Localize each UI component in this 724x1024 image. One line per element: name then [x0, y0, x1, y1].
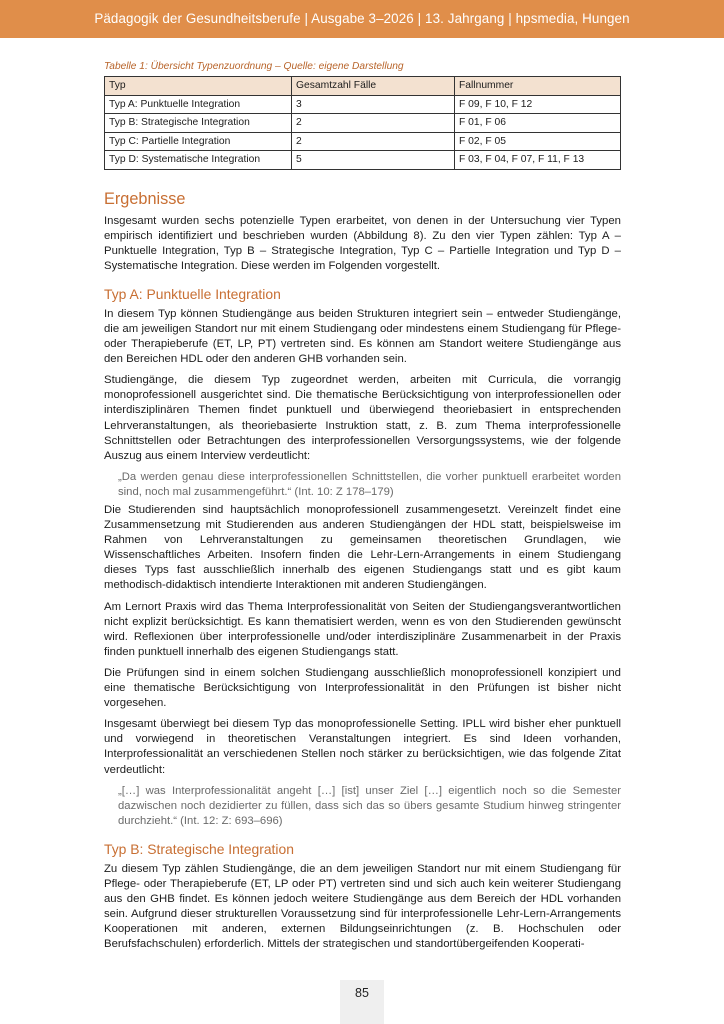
- table-cell-case-numbers: F 02, F 05: [455, 132, 621, 151]
- column-header-case-count: Gesamtzahl Fälle: [292, 77, 455, 96]
- type-a-heading: Typ A: Punktuelle Integration: [104, 285, 281, 302]
- type-b-heading: Typ B: Strategische Integration: [104, 840, 294, 857]
- table-row: [105, 95, 621, 114]
- table-row: [105, 114, 621, 133]
- running-header: [0, 0, 724, 38]
- type-a-paragraph-4: Am Lernort Praxis wird das Thema Interprofessionalität von Seiten der Studiengangsverantwortlichen nicht explizit berücksichtigt. Es kann thematisiert werden, wenn es von den Studierenden gewünscht wird. Reflexionen über interprofessionelle und/oder interdisziplinäre Zusammenarbeit in der Praxis finden punktuell innerhalb des eigenen Studiengangs statt.: [104, 600, 621, 658]
- table-cell-type: Typ D: Systematische Integration: [105, 151, 292, 170]
- table-cell-type: Typ A: Punktuelle Integration: [105, 95, 292, 114]
- table-cell-case-numbers: F 03, F 04, F 07, F 11, F 13: [455, 151, 621, 170]
- interview-quote-2: „[…] was Interprofessionalität angeht […] [ist] unser Ziel […] eigentlich noch so die Semester dazwischen noch dezidierter zu füllen, dass sich das so übers gesamte Studium hinweg stringenter durchzieht.“ (Int. 12: Z: 693–696): [118, 784, 621, 827]
- results-heading: Ergebnisse: [104, 189, 186, 208]
- table-cell-count: 5: [292, 151, 455, 170]
- page-number-box: [340, 980, 384, 1024]
- table-header-row: [105, 77, 621, 96]
- table-row: [105, 151, 621, 170]
- type-a-paragraph-6: Insgesamt überwiegt bei diesem Typ das monoprofessionelle Setting. IPLL wird bisher eher punktuell und vorwiegend in theoretischen Veranstaltungen integriert. Es sind Ideen vorhanden, Interprofessionalität an verschiedenen Stellen noch stärker zu berücksichtigen, wie das folgende Zitat verdeutlicht:: [104, 718, 621, 776]
- type-a-paragraph-1: In diesem Typ können Studiengänge aus beiden Strukturen integriert sein – entweder Studiengänge, die am jeweiligen Standort nur mit einem Studiengang oder mindestens einem Studiengang für Pflege- oder Therapieberufe (ET, LP, PT) vertreten sind. Es können am Standort weitere Studiengänge aus den Bereichen HDL oder den anderen GHB vorhanden sein.: [104, 307, 621, 366]
- type-a-paragraph-2: Studiengänge, die diesem Typ zugeordnet werden, arbeiten mit Curricula, die vorrangig monoprofessionell ausgerichtet sind. Die thematische Berücksichtigung von interprofessionellen oder interdisziplinären Themen findet punktuell und überwiegend theoriebasiert in entsprechenden Lehrveranstaltungen, als theoriebasierte Instruktion statt, z. B. zum Thema interprofessionelle Schnittstellen oder Betrachtungen des interprofessionellen Versorgungssystems, wie der folgende Auszug aus einem Interview verdeutlicht:: [104, 374, 621, 462]
- type-assignment-table: [104, 76, 621, 170]
- table-cell-count: 2: [292, 114, 455, 133]
- table-row: [105, 132, 621, 151]
- type-b-paragraph-1: Zu diesem Typ zählen Studiengänge, die an dem jeweiligen Standort nur mit einem Studiengang für Pflege- oder Therapieberufe (ET, LP oder PT) vertreten sind und sich auch kein weiterer Studiengang aus den GHB findet. Es können jedoch weitere Studiengänge aus dem Bereich der HDL vorhanden sein. Aufgrund dieser strukturellen Voraussetzung sind für interprofessionelle Lehr-Lern-Arrangements Kooperationen mit anderen, externen Bildungseinrichtungen (z. B. Hochschulen oder Berufsfachschulen) erforderlich. Mittels der strategischen und standortübergeifenden Kooperati-: [104, 862, 621, 951]
- table-cell-type: Typ C: Partielle Integration: [105, 132, 292, 151]
- results-paragraph: Insgesamt wurden sechs potenzielle Typen erarbeitet, von denen in der Untersuchung vier Typen empirisch identifiziert und beschrieben wurden (Abbildung 8). Zu den vier Typen zählen: Typ A – Punktuelle Integration, Typ B – Strategische Integration, Typ C – Partielle Integration und Typ D – Systematische Integration. Diese werden im Folgenden vorgestellt.: [104, 214, 621, 272]
- table-cell-case-numbers: F 01, F 06: [455, 114, 621, 133]
- column-header-type: Typ: [105, 77, 292, 96]
- table-cell-count: 2: [292, 132, 455, 151]
- table-caption: Tabelle 1: Übersicht Typenzuordnung – Quelle: eigene Darstellung: [104, 61, 404, 72]
- page-number: 85: [355, 986, 369, 1000]
- journal-header-title: Pädagogik der Gesundheitsberufe | Ausgabe 3–2026 | 13. Jahrgang | hpsmedia, Hungen: [94, 11, 630, 26]
- column-header-case-number: Fallnummer: [455, 77, 621, 96]
- type-a-paragraph-3: Die Studierenden sind hauptsächlich monoprofessionell zusammengesetzt. Vereinzelt findet eine Zusammensetzung mit Studierenden aus anderen Studiengängen der HDL statt, beispielsweise im Rahmen von Lehrveranstaltungen zu gemeinsamen theoretischen Grundlagen, wie Wissenschaftliches Arbeiten. Insofern finden die Lehr-Lern-Arrangements in einem Studiengang dieses Typs fast ausschließlich innerhalb des eigenen Studiengangs statt und es gibt kaum methodisch-didaktisch intendierte Interaktionen mit anderen Studiengängen.: [104, 504, 621, 592]
- type-a-paragraph-5: Die Prüfungen sind in einem solchen Studiengang ausschließlich monoprofessionell konzipiert und eine thematische Berücksichtigung von Interprofessionalität in den Prüfungen ist bisher nicht vorgesehen.: [104, 666, 621, 710]
- interview-quote-1: „Da werden genau diese interprofessionellen Schnittstellen, die vorher punktuell erarbeitet worden sind, noch mal zusammengeführt.“ (Int. 10: Z 178–179): [118, 470, 621, 498]
- table-cell-type: Typ B: Strategische Integration: [105, 114, 292, 133]
- table-cell-case-numbers: F 09, F 10, F 12: [455, 95, 621, 114]
- table-cell-count: 3: [292, 95, 455, 114]
- page-content: [104, 58, 621, 958]
